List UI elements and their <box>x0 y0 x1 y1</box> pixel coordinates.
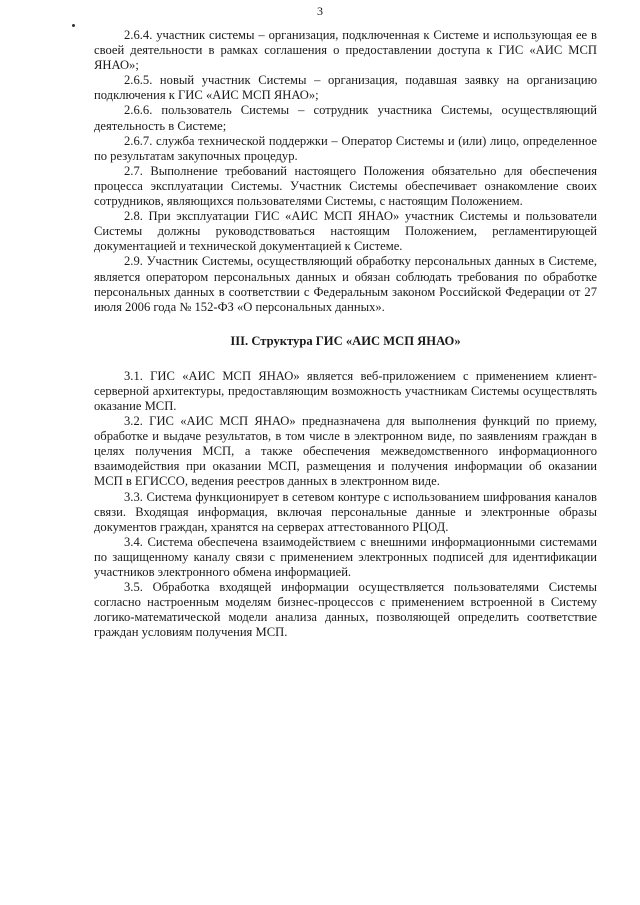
paragraph-2-7: 2.7. Выполнение требований настоящего Положения обязательно для обеспечения процесса эксплуатации Системы. Участник Системы обеспечивает ознакомление своих сотрудников, являющихся пользователями Системы, с настоящим Положением. <box>94 163 597 209</box>
paragraph-2-6-5: 2.6.5. новый участник Системы – организация, подавшая заявку на организацию подключения к ГИС «АИС МСП ЯНАО»; <box>94 73 597 103</box>
paragraph-3-5: 3.5. Обработка входящей информации осуществляется пользователями Системы согласно настроенным моделям бизнес-процессов с применением встроенной в Систему логико-математической модели анализа данных, позволяющей определить соответствие граждан условиям получения МСП. <box>94 580 597 640</box>
paragraph-2-6-7: 2.6.7. служба технической поддержки – Оператор Системы и (или) лицо, определенное по результатам закупочных процедур. <box>94 133 597 163</box>
paragraph-3-2: 3.2. ГИС «АИС МСП ЯНАО» предназначена для выполнения функций по приему, обработке и выдаче результатов, в том числе в электронном виде, по заявлениям граждан в целях получения МСП, а также обеспечения межведомственного информационного взаимодействия при оказании МСП, размещения и получения информации об оказании МСП в ЕГИССО, ведения реестров данных в электронном виде. <box>94 414 597 489</box>
page-number: 3 <box>317 4 323 18</box>
paragraph-3-4: 3.4. Система обеспечена взаимодействием с внешними информационными системами по защищенному каналу связи с применением электронных подписей для идентификации участников электронного обмена информацией. <box>94 534 597 579</box>
paragraph-2-6-6: 2.6.6. пользователь Системы – сотрудник участника Системы, осуществляющий деятельность в Системе; <box>94 103 597 133</box>
paragraph-2-9: 2.9. Участник Системы, осуществляющий обработку персональных данных в Системе, является оператором персональных данных и обязан соблюдать требования по обработке персональных данных в соответствии с Федеральным законом Российской Федерации от 27 июля 2006 года № 152-ФЗ «О персональных данных». <box>94 254 597 314</box>
paragraph-2-6-4: 2.6.4. участник системы – организация, подключенная к Системе и использующая ее в своей деятельности в рамках соглашения о предоставлении доступа к ГИС «АИС МСП ЯНАО»; <box>94 28 597 73</box>
paragraph-3-3: 3.3. Система функционирует в сетевом контуре с использованием шифрования каналов связи. Входящая информация, включая персональные данные и электронные образы документов граждан, хранятся на серверах аттестованного РЦОД. <box>94 489 597 534</box>
document-body <box>94 28 597 640</box>
scan-artifact-dot <box>72 24 75 27</box>
paragraph-3-1: 3.1. ГИС «АИС МСП ЯНАО» является веб-приложением с применением клиент-серверной архитектуры, предоставляющим возможность участникам Системы осуществлять оказание МСП. <box>94 368 597 413</box>
section-3-title: III. Структура ГИС «АИС МСП ЯНАО» <box>230 333 461 348</box>
paragraph-2-8: 2.8. При эксплуатации ГИС «АИС МСП ЯНАО» участник Системы и пользователи Системы должны руководствоваться настоящим Положением, регламентирующей документацией и технической документацией к Системе. <box>94 209 597 254</box>
